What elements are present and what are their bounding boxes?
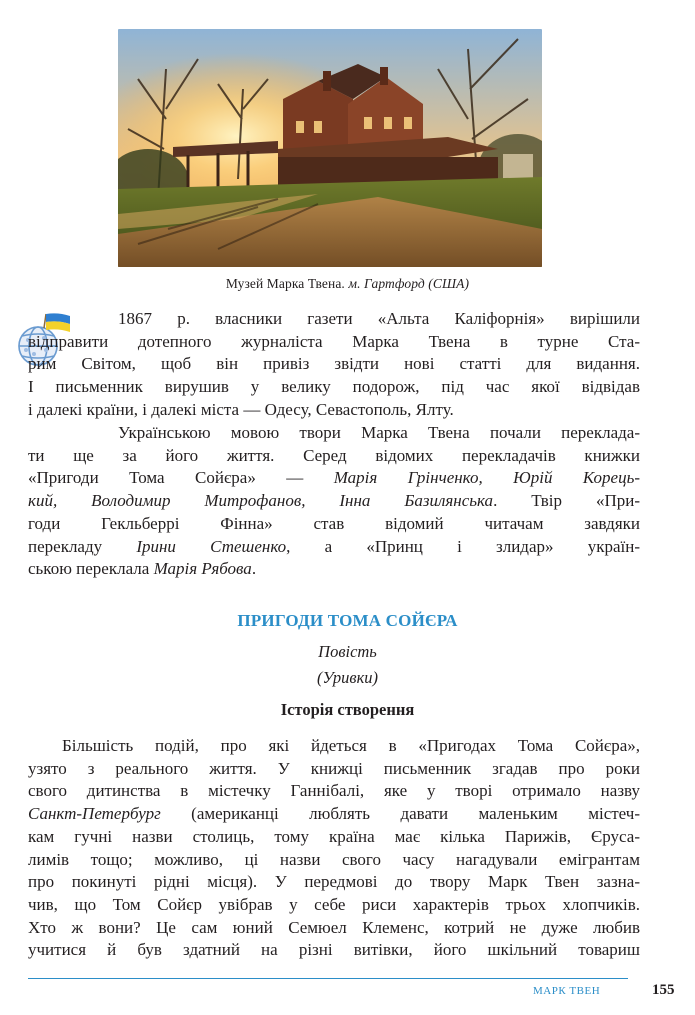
text-fragment: «Пригоди Тома Сойєра» —	[28, 468, 334, 488]
genre-label: Повість	[318, 642, 377, 661]
caption-main: Музей Марка Твена.	[225, 276, 345, 291]
text-line	[28, 490, 640, 513]
text-fragment: (американці люблять давати маленьким містеч-	[160, 804, 640, 824]
text-line: Більшість подій, про які йдеться в «Пригодах Тома Сойєра»,	[62, 736, 640, 755]
caption-location: м. Гартфорд (США)	[348, 276, 470, 291]
text-line	[28, 536, 640, 559]
text-fragment: , а «Принц і злидар» україн-	[286, 536, 640, 556]
text-line: лимів тощо; можливо, ці назви свого часу нагадували емігрантам	[28, 849, 640, 869]
place-name: Санкт-Петербург	[28, 804, 161, 824]
text-fragment: ською переклала	[28, 559, 154, 579]
text-line: свого дитинства в містечку Ганнібалі, яке у творі отримало назву	[28, 781, 640, 801]
text-line	[28, 467, 640, 490]
text-line: Хто ж вони? Це сам юний Семюел Клеменс, котрий не дуже любив	[28, 917, 640, 937]
text-fragment: перекладу	[28, 536, 137, 556]
text-line: і далекі країни, і далекі міста — Одесу, Севастополь, Ялту.	[28, 399, 454, 419]
museum-photo-illustration	[118, 29, 542, 267]
text-line: рим Світом, щоб він привіз звідти нові статті для видання.	[28, 354, 640, 374]
translator-name: Марія Рябова	[153, 559, 252, 579]
paragraph-intro	[28, 308, 640, 422]
translator-names: кий, Володимир Митрофанов, Інна Базилянська	[28, 491, 494, 511]
text-line: І письменник вирушив у велику подорож, під час якої відвідав	[28, 377, 640, 397]
translator-name: Ірини Стешенко	[136, 536, 287, 556]
text-line: годи Гекльберрі Фінна» став відомий читачам завдяки	[28, 513, 640, 533]
page-number: 155	[652, 982, 675, 998]
footer-rule	[28, 978, 628, 979]
text-line: чив, що Том Сойєр увібрав у себе риси характерів трьох хлопчиків.	[28, 894, 640, 914]
translator-names: Марія Грінченко, Юрій Корець-	[333, 468, 640, 488]
photo-caption	[0, 276, 695, 292]
text-line	[28, 803, 640, 826]
text-line: 1867 р. власники газети «Альта Каліфорнія» вирішили	[118, 309, 640, 328]
paragraph-translations	[28, 422, 640, 581]
section-title: ПРИГОДИ ТОМА СОЙЄРА	[237, 611, 458, 630]
text-line: кам гучні назви столиць, тому країна має кілька Парижів, Єруса-	[28, 826, 640, 846]
text-line: ти ще за його життя. Серед відомих перекладачів книжки	[28, 445, 640, 465]
text-line: учитися й був здатний на різні витівки, його шкільний товариш	[28, 940, 640, 960]
text-line: узято з реального життя. У книжці письменник згадав про роки	[28, 758, 640, 778]
text-fragment: .	[251, 559, 257, 579]
paragraph-history	[28, 735, 640, 962]
subheading: Історія створення	[280, 700, 415, 719]
text-line: про покинуті рідні місця). У передмові до твору Марк Твен зазна-	[28, 872, 640, 892]
footer-author: МАРК ТВЕН	[533, 985, 601, 997]
excerpt-label: (Уривки)	[316, 668, 379, 687]
text-line: Українською мовою твори Марка Твена почали переклада-	[118, 423, 640, 442]
text-fragment: . Твір «При-	[493, 491, 641, 511]
text-line	[28, 558, 640, 581]
museum-photo	[118, 29, 542, 267]
text-line: відправити дотепного журналіста Марка Твена в турне Ста-	[28, 331, 640, 351]
